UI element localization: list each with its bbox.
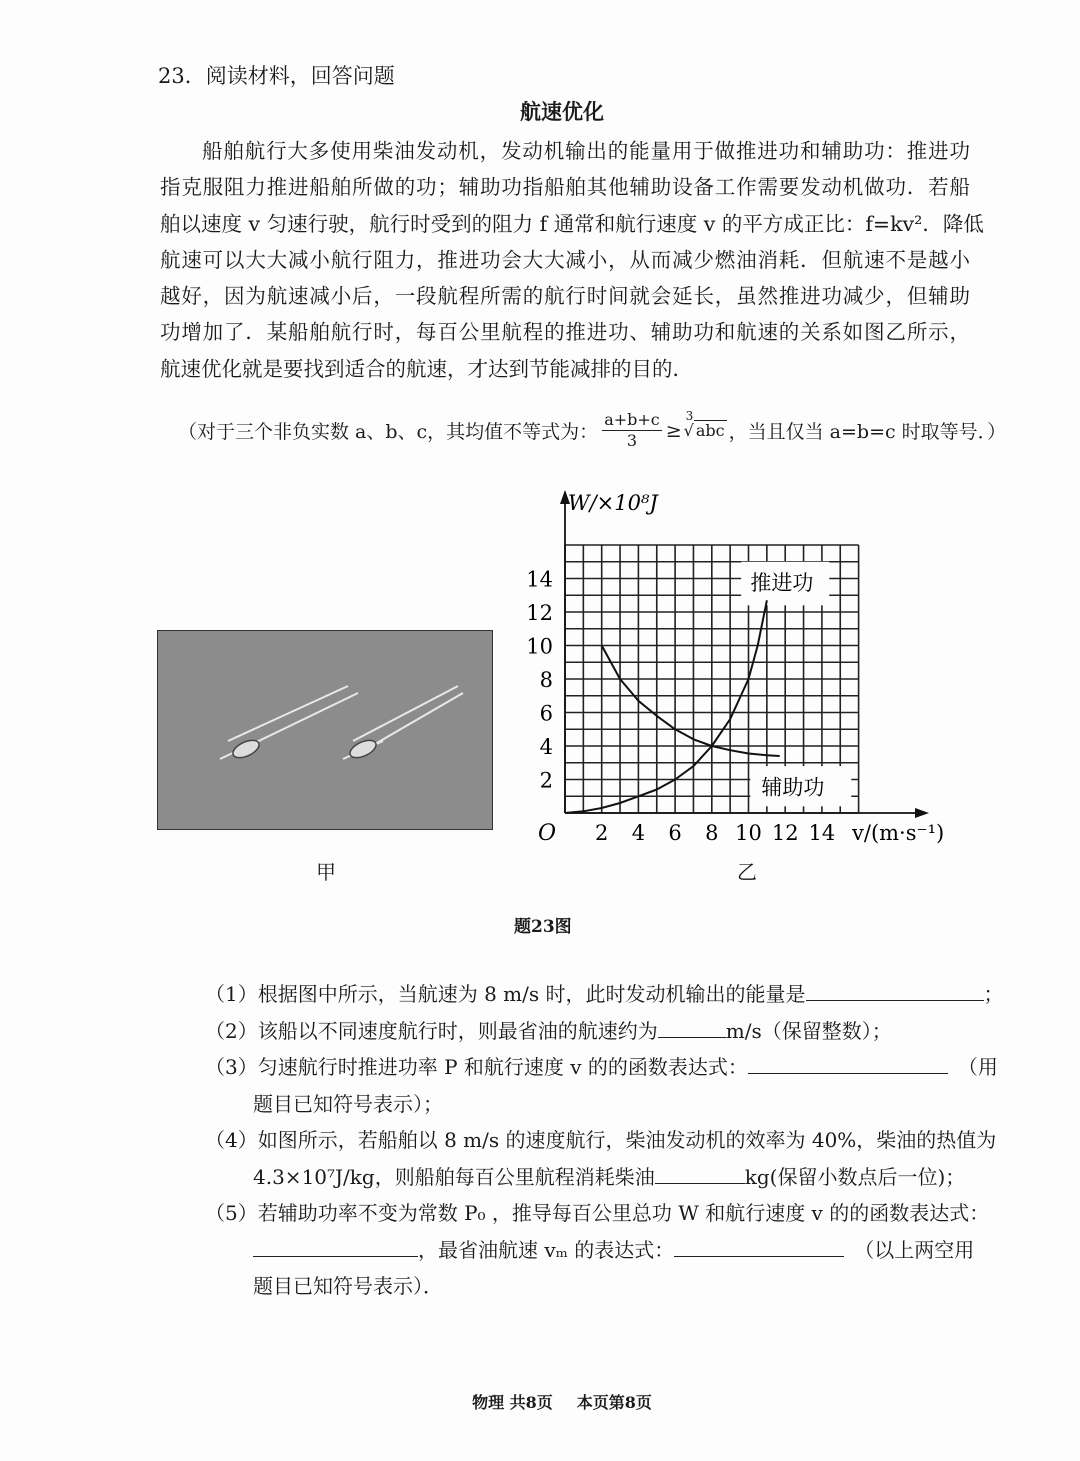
y-tick-label: 4 xyxy=(539,735,553,759)
answer-blank[interactable] xyxy=(748,1053,948,1074)
material-title: 航速优化 xyxy=(520,99,604,124)
answer-blank[interactable] xyxy=(658,1017,726,1038)
paragraph-line: 航速可以大大减小航行阻力，推进功会大大减小，从而减少燃油消耗．但航速不是越小 xyxy=(160,247,970,272)
sub-question-text: 如图所示，若船舶以 8 m/s 的速度航行，柴油发动机的效率为 40%，柴油的热值为 xyxy=(257,1128,997,1152)
sub-question-text: 若辅助功率不变为常数 P₀ ，推导每百公里总功 W 和航行速度 v 的的函数表达式： xyxy=(257,1201,990,1225)
chart-curves xyxy=(565,600,780,813)
figure-caption: 题23图 xyxy=(514,917,572,937)
answer-blank[interactable] xyxy=(655,1163,745,1184)
paragraph-line: 船舶航行大多使用柴油发动机，发动机输出的能量用于做推进功和辅助功：推进功 xyxy=(202,139,970,163)
sub-question-text: 该船以不同速度航行时，则最省油的航速约为 xyxy=(257,1018,658,1043)
y-tick-label: 14 xyxy=(526,567,553,592)
sub-question-label: （4） xyxy=(205,1128,258,1152)
inequality-prefix: （对于三个非负实数 a、b、c，其均值不等式为： xyxy=(178,421,599,443)
radicand: abc xyxy=(695,421,725,440)
chart-axes xyxy=(560,490,929,818)
question-number: 23．阅读材料，回答问题 xyxy=(158,64,395,88)
paragraph-line: 航速优化就是要找到适合的航速，才达到节能减排的目的． xyxy=(160,356,693,381)
fraction-numerator: a+b+c xyxy=(604,410,660,429)
x-tick-label: 8 xyxy=(705,821,719,845)
x-tick-label: 12 xyxy=(771,821,799,845)
series-label-auxiliary: 辅助功 xyxy=(761,775,825,800)
inequality-suffix: ，当且仅当 a=b=c 时取等号．） xyxy=(728,421,1007,443)
footer-subject-pages: 物理 共8页 xyxy=(472,1393,553,1412)
paragraph-line: 功增加了．某船舶航行时，每百公里航程的推进功、辅助功和航速的关系如图乙所示， xyxy=(160,320,970,345)
sub-question-text: 根据图中所示，当航速为 8 m/s 时，此时发动机输出的能量是 xyxy=(257,982,806,1006)
x-tick-label: 2 xyxy=(595,821,609,845)
sub-question-text: ； xyxy=(983,982,1004,1006)
sub-question-3 xyxy=(205,1049,1004,1086)
sub-question-text: 匀速航行时推进功率 P 和航行速度 v 的的函数表达式： xyxy=(257,1055,748,1079)
paragraph-line: 越好，因为航速减小后，一段航程所需的航行时间就会延长，虽然推进功减少，但辅助 xyxy=(160,284,970,309)
sub-question-text: m/s（保留整数）； xyxy=(725,1018,892,1043)
sub-question-continuation xyxy=(205,1232,1004,1269)
x-tick-label: 14 xyxy=(808,821,836,845)
sub-question-5 xyxy=(205,1195,1004,1232)
origin-label: O xyxy=(538,821,557,846)
cube-root: 3 √ abc xyxy=(683,409,725,440)
sub-question-continuation: 题目已知符号表示）； xyxy=(253,1091,443,1116)
fraction-denominator: 3 xyxy=(626,431,638,450)
page-footer xyxy=(0,1390,1080,1413)
answer-blank[interactable] xyxy=(806,980,984,1001)
sub-question-text: kg(保留小数点后一位)； xyxy=(744,1164,966,1189)
sub-question-1 xyxy=(205,976,1004,1013)
y-tick-label: 12 xyxy=(526,601,553,625)
y-tick-label: 2 xyxy=(539,768,553,793)
sub-question-label: （2） xyxy=(205,1018,258,1043)
sub-questions xyxy=(205,976,1004,1305)
x-tick-label: 4 xyxy=(631,821,646,845)
answer-blank[interactable] xyxy=(674,1236,844,1257)
x-axis-label: v/(m·s⁻¹) xyxy=(852,821,945,845)
sub-question-2 xyxy=(205,1013,1004,1050)
sub-question-continuation: 题目已知符号表示）． xyxy=(253,1274,443,1298)
series-label-propulsion: 推进功 xyxy=(750,571,814,596)
root-index: 3 xyxy=(685,409,694,423)
paragraph-line: 指克服阻力推进船舶所做的功；辅助功指船舶其他辅助设备工作需要发动机做功．若船 xyxy=(160,175,970,200)
sub-question-text: （以上两空用 xyxy=(854,1237,975,1262)
sub-question-4 xyxy=(205,1122,1004,1159)
geq-sign: ≥ xyxy=(665,419,682,442)
sub-question-label: （5） xyxy=(205,1201,258,1225)
x-tick-label: 10 xyxy=(735,821,762,845)
y-tick-label: 8 xyxy=(539,668,553,692)
x-tick-label: 6 xyxy=(668,821,682,845)
sub-question-continuation xyxy=(205,1159,1004,1196)
sub-question-label: （1） xyxy=(205,982,258,1006)
y-tick-label: 10 xyxy=(526,634,553,659)
y-axis-label: W/×10⁸J xyxy=(568,491,658,515)
x-axis-arrow xyxy=(915,808,929,818)
answer-blank[interactable] xyxy=(253,1236,418,1257)
photo-label: 甲 xyxy=(316,860,336,884)
series-line-propulsion xyxy=(565,600,767,813)
footer-page-number: 本页第8页 xyxy=(576,1393,652,1412)
sub-question-text: 4.3×10⁷J/kg，则船舶每百公里航程消耗柴油 xyxy=(253,1164,655,1189)
paragraph-line: 舶以速度 v 匀速行驶，航行时受到的阻力 f 通常和航行速度 v 的平方成正比：f=kv²．降低 xyxy=(160,211,984,236)
sub-question-text: （用 xyxy=(957,1055,998,1079)
y-tick-label: 6 xyxy=(539,701,553,726)
sub-question-label: （3） xyxy=(205,1055,258,1079)
sub-question-text: ，最省油航速 vₘ 的表达式： xyxy=(418,1237,675,1262)
chart-label: 乙 xyxy=(737,860,757,884)
